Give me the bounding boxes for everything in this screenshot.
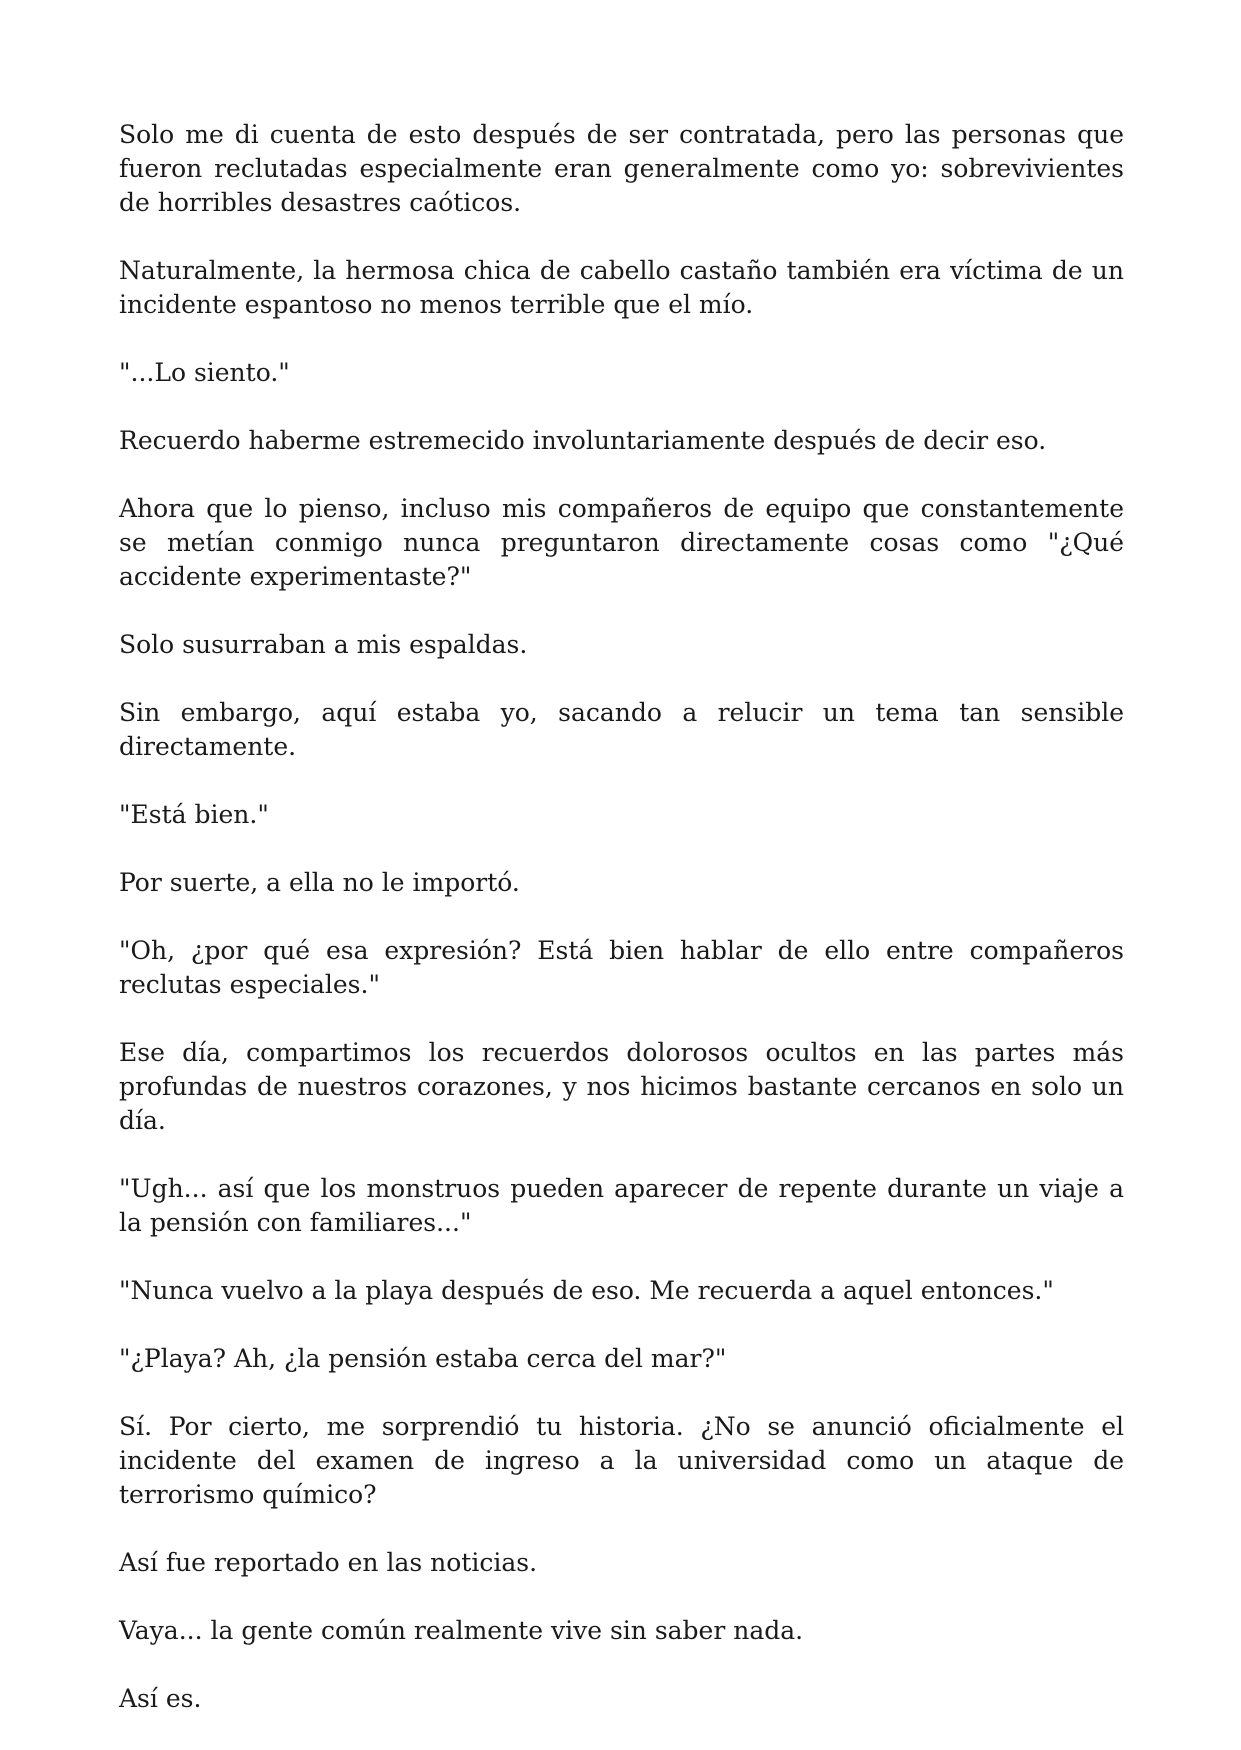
paragraph: "Oh, ¿por qué esa expresión? Está bien hablar de ello entre compañeros reclutas especiales." xyxy=(119,936,1124,999)
paragraph: "Está bien." xyxy=(119,800,269,829)
paragraph: Así fue reportado en las noticias. xyxy=(119,1548,538,1577)
paragraph: Por suerte, a ella no le importó. xyxy=(119,868,520,897)
paragraph: Recuerdo haberme estremecido involuntariamente después de decir eso. xyxy=(119,426,1047,455)
paragraph: Ese día, compartimos los recuerdos dolorosos ocultos en las partes más profundas de nuestros corazones, y nos hicimos bastante cercanos en solo un día. xyxy=(119,1038,1124,1135)
paragraph: Sin embargo, aquí estaba yo, sacando a relucir un tema tan sensible directamente. xyxy=(119,698,1124,761)
paragraph: Solo susurraban a mis espaldas. xyxy=(119,630,528,659)
paragraph: Solo me di cuenta de esto después de ser contratada, pero las personas que fueron reclutadas especialmente eran generalmente como yo: sobrevivientes de horribles desastres caóticos. xyxy=(119,120,1124,217)
paragraph: Vaya... la gente común realmente vive sin saber nada. xyxy=(119,1616,804,1645)
paragraph: "Ugh... así que los monstruos pueden aparecer de repente durante un viaje a la pensión con familiares..." xyxy=(119,1174,1124,1237)
paragraph: "Nunca vuelvo a la playa después de eso. Me recuerda a aquel entonces." xyxy=(119,1276,1054,1305)
paragraph: Así es. xyxy=(119,1684,202,1713)
paragraph: Ahora que lo pienso, incluso mis compañeros de equipo que constantemente se metían conmigo nunca preguntaron directamente cosas como "¿Qué accidente experimentaste?" xyxy=(119,494,1124,591)
paragraph: Naturalmente, la hermosa chica de cabello castaño también era víctima de un incidente espantoso no menos terrible que el mío. xyxy=(119,256,1124,319)
paragraph: "...Lo siento." xyxy=(119,358,290,387)
paragraph: "¿Playa? Ah, ¿la pensión estaba cerca del mar?" xyxy=(119,1344,727,1373)
paragraph: Sí. Por cierto, me sorprendió tu historia. ¿No se anunció oficialmente el incidente del examen de ingreso a la universidad como un ataque de terrorismo químico? xyxy=(119,1412,1124,1509)
document-body xyxy=(119,118,1124,1750)
